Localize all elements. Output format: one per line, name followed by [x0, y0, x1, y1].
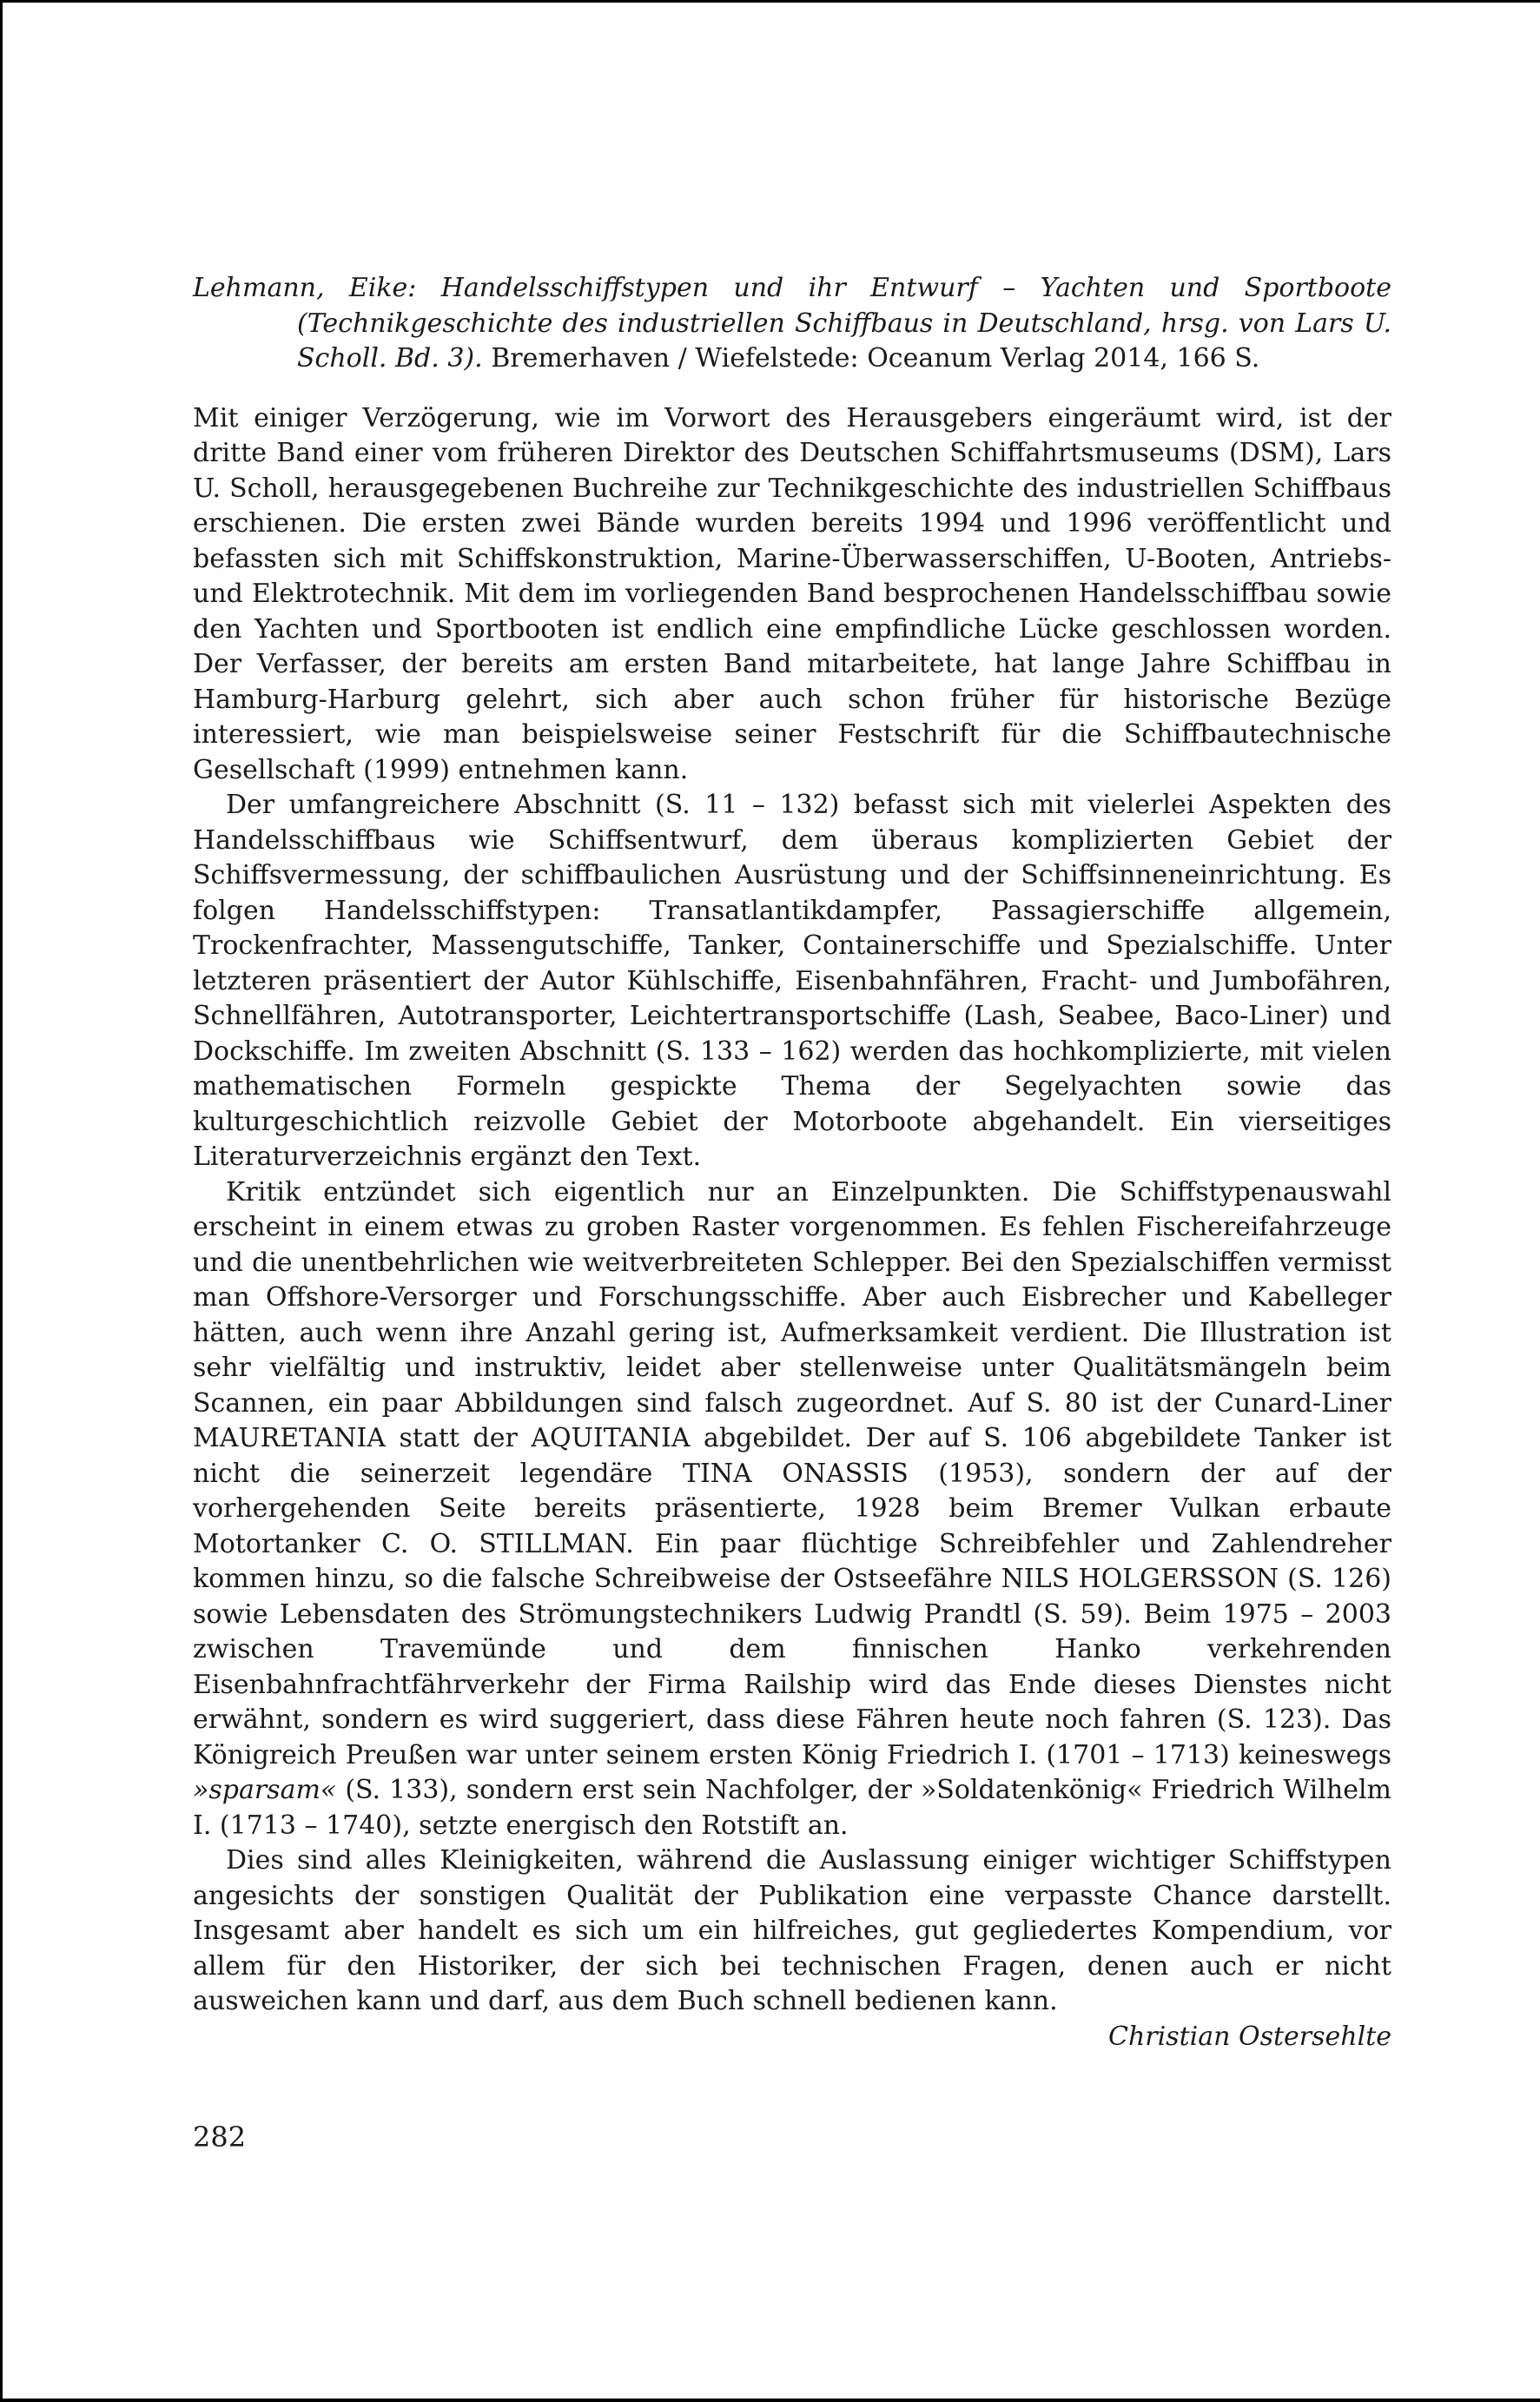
bibliographic-citation: [193, 271, 1391, 377]
paragraph-3-part-1: Kritik entzündet sich eigentlich nur an Einzelpunkten. Die Schiffstypenauswahl erscheint in einem etwas zu groben Raster vorgenommen. Es fehlen Fischereifahrzeuge und die unentbehrlichen wie weitverbreiteten Schlepper. Bei den Spezialschiffen vermisst man Offshore-Versorger und Forschungsschiffe. Aber auch Eisbrecher und Kabelleger hätten, auch wenn ihre Anzahl gering ist, Aufmerksamkeit verdient. Die Illustration ist sehr vielfältig und instruktiv, leidet aber stellenweise unter Qualitätsmängeln beim Scannen, ein paar Abbildungen sind falsch zugeordnet. Auf S. 80 ist der Cunard-Liner MAURETANIA statt der AQUITANIA abgebildet. Der auf S. 106 abgebildete Tanker ist nicht die seinerzeit legendäre TINA ONASSIS (1953), sondern der auf der vorhergehenden Seite bereits präsentierte, 1928 beim Bremer Vulkan erbaute Motortanker C. O. STILLMAN. Ein paar flüchtige Schreibfehler und Zahlendreher kommen hinzu, so die falsche Schreibweise der Ostseefähre NILS HOLGERSSON (S. 126) sowie Lebensdaten des Strömungstechnikers Ludwig Prandtl (S. 59). Beim 1975 – 2003 zwischen Travemünde und dem finnischen Hanko verkehrenden Eisenbahnfrachtfährverkehr der Firma Railship wird das Ende dieses Dienstes nicht erwähnt, sondern es wird suggeriert, dass diese Fähren heute noch fahren (S. 123). Das Königreich Preußen war unter seinem ersten König Friedrich I. (1701 – 1713) keineswegs: [193, 1176, 1391, 1770]
reviewer-signature: Christian Ostersehlte: [1107, 2021, 1391, 2052]
paragraph-3: [193, 1175, 1391, 1844]
citation-publisher: Bremerhaven / Wiefelstede: Oceanum Verlag 2014, 166 S.: [482, 343, 1260, 374]
paragraph-4: Dies sind alles Kleinigkeiten, während die Auslassung einiger wichtiger Schiffstypen angesichts der sonstigen Qualität der Publikation eine verpasste Chance darstellt. Insgesamt aber handelt es sich um ein hilfreiches, gut gegliedertes Kompendium, vor allem für den Historiker, der sich bei technischen Fragen, denen auch er nicht ausweichen kann und darf, aus dem Buch schnell bedienen kann.: [193, 1845, 1391, 2016]
paragraph-2: Der umfangreichere Abschnitt (S. 11 – 132) befasst sich mit vielerlei Aspekten des Handelsschiffbaus wie Schiffsentwurf, dem überaus komplizierten Gebiet der Schiffsvermessung, der schiffbaulichen Ausrüstung und der Schiffsinneneinrichtung. Es folgen Handelsschiffstypen: Transatlantikdampfer, Passagierschiffe allgemein, Trockenfrachter, Massengutschiffe, Tanker, Containerschiffe und Spezialschiffe. Unter letzteren präsentiert der Autor Kühlschiffe, Eisenbahnfähren, Fracht- und Jumbofähren, Schnellfähren, Autotransporter, Leichtertransportschiffe (Lash, Seabee, Baco-Liner) und Dockschiffe. Im zweiten Abschnitt (S. 133 – 162) werden das hochkomplizierte, mit vielen mathematischen Formeln gespickte Thema der Segelyachten sowie das kulturgeschichtlich reizvolle Gebiet der Motorboote abgehandelt. Ein vierseitiges Literaturverzeichnis ergänzt den Text.: [193, 790, 1391, 1172]
paragraph-1: Mit einiger Verzögerung, wie im Vorwort des Herausgebers eingeräumt wird, ist der dritte Band einer vom früheren Direktor des Deutschen Schiffahrtsmuseums (DSM), Lars U. Scholl, herausgegebenen Buchreihe zur Technikgeschichte des industriellen Schiffbaus erschienen. Die ersten zwei Bände wurden bereits 1994 und 1996 veröffentlicht und befassten sich mit Schiffskonstruktion, Marine-Überwasserschiffen, U-Booten, Antriebs- und Elektrotechnik. Mit dem im vorliegenden Band besprochenen Handelsschiffbau sowie den Yachten und Sportbooten ist endlich eine empfindliche Lücke geschlossen worden. Der Verfasser, der bereits am ersten Band mitarbeitete, hat lange Jahre Schiffbau in Hamburg-Harburg gelehrt, sich aber auch schon früher für historische Bezüge interessiert, wie man beispielsweise seiner Festschrift für die Schiffbautechnische Gesellschaft (1999) entnehmen kann.: [193, 402, 1391, 785]
citation-title: Lehmann, Eike: Handelsschiffstypen und ihr Entwurf – Yachten und Sportboote (Technikgeschichte des industriellen Schiffbaus in Deutschland, hrsg. von Lars U. Scholl. Bd. 3).: [193, 273, 1391, 374]
paragraph-3-italic: »sparsam«: [193, 1775, 337, 1805]
review-content: [193, 271, 1391, 2055]
page-number: 282: [193, 2121, 247, 2154]
paragraph-3-part-2: (S. 133), sondern erst sein Nachfolger, der »Soldatenkönig« Friedrich Wilhelm I. (1713 – 1740), setzte energisch den Rotstift an.: [193, 1775, 1391, 1841]
